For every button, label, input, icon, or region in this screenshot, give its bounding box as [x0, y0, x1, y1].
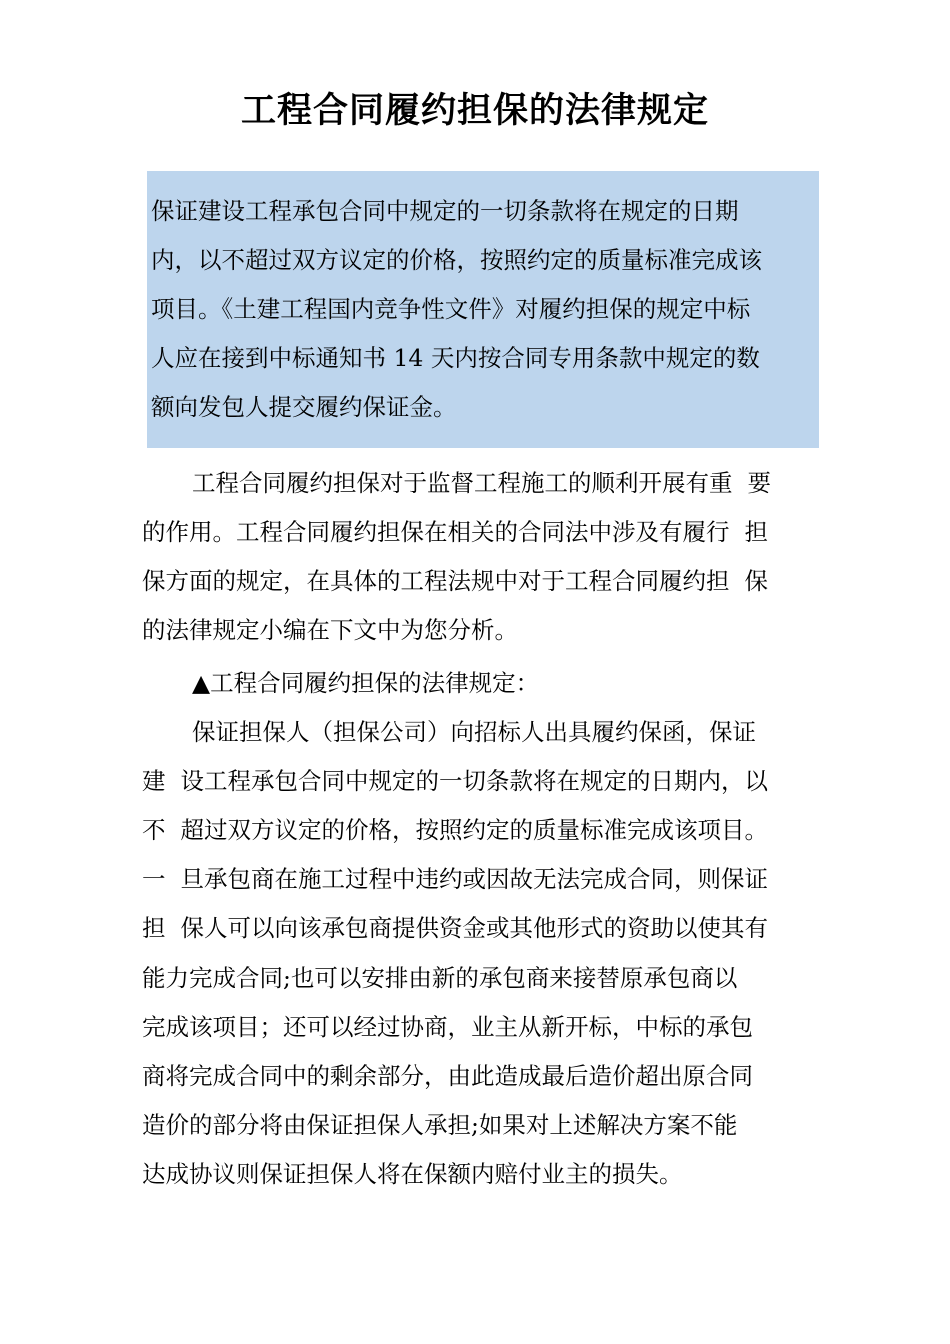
paragraph-line: 一 旦承包商在施工过程中违约或因故无法完成合同，则保证 [142, 865, 768, 893]
paragraph-line: 的作用。工程合同履约担保在相关的合同法中涉及有履行 担 [142, 518, 768, 546]
summary-box [147, 171, 819, 448]
paragraph-line: 商将完成合同中的剩余部分，由此造成最后造价超出原合同 [142, 1062, 753, 1090]
section-heading: ▲工程合同履约担保的法律规定： [192, 669, 540, 697]
summary-line: 内，以不超过双方议定的价格，按照约定的质量标准完成该 [151, 246, 762, 274]
paragraph-line: 达成协议则保证担保人将在保额内赔付业主的损失。 [142, 1160, 683, 1188]
summary-line: 保证建设工程承包合同中规定的一切条款将在规定的日期 [151, 197, 739, 225]
paragraph-line: 保证担保人（担保公司）向招标人出具履约保函，保证 [192, 718, 756, 746]
paragraph-line: 保方面的规定，在具体的工程法规中对于工程合同履约担 保 [142, 567, 768, 595]
document-title: 工程合同履约担保的法律规定 [240, 91, 709, 131]
paragraph-line: 完成该项目；还可以经过协商，业主从新开标，中标的承包 [142, 1013, 753, 1041]
paragraph-line: 的法律规定小编在下文中为您分析。 [142, 616, 518, 644]
paragraph-line: 担 保人可以向该承包商提供资金或其他形式的资助以使其有 [142, 914, 768, 942]
paragraph-line: 工程合同履约担保对于监督工程施工的顺利开展有重 要 [192, 469, 771, 497]
summary-line: 人应在接到中标通知书 14 天内按合同专用条款中规定的数 [151, 344, 760, 372]
summary-line: 额向发包人提交履约保证金。 [151, 393, 457, 421]
paragraph-line: 不 超过双方议定的价格，按照约定的质量标准完成该项目。 [142, 816, 768, 844]
paragraph-line: 建 设工程承包合同中规定的一切条款将在规定的日期内，以 [142, 767, 768, 795]
summary-line: 项目。《土建工程国内竞争性文件》对履约担保的规定中标 [151, 295, 751, 323]
paragraph-line: 能力完成合同;也可以安排由新的承包商来接替原承包商以 [142, 964, 738, 992]
paragraph-line: 造价的部分将由保证担保人承担;如果对上述解决方案不能 [142, 1111, 738, 1139]
